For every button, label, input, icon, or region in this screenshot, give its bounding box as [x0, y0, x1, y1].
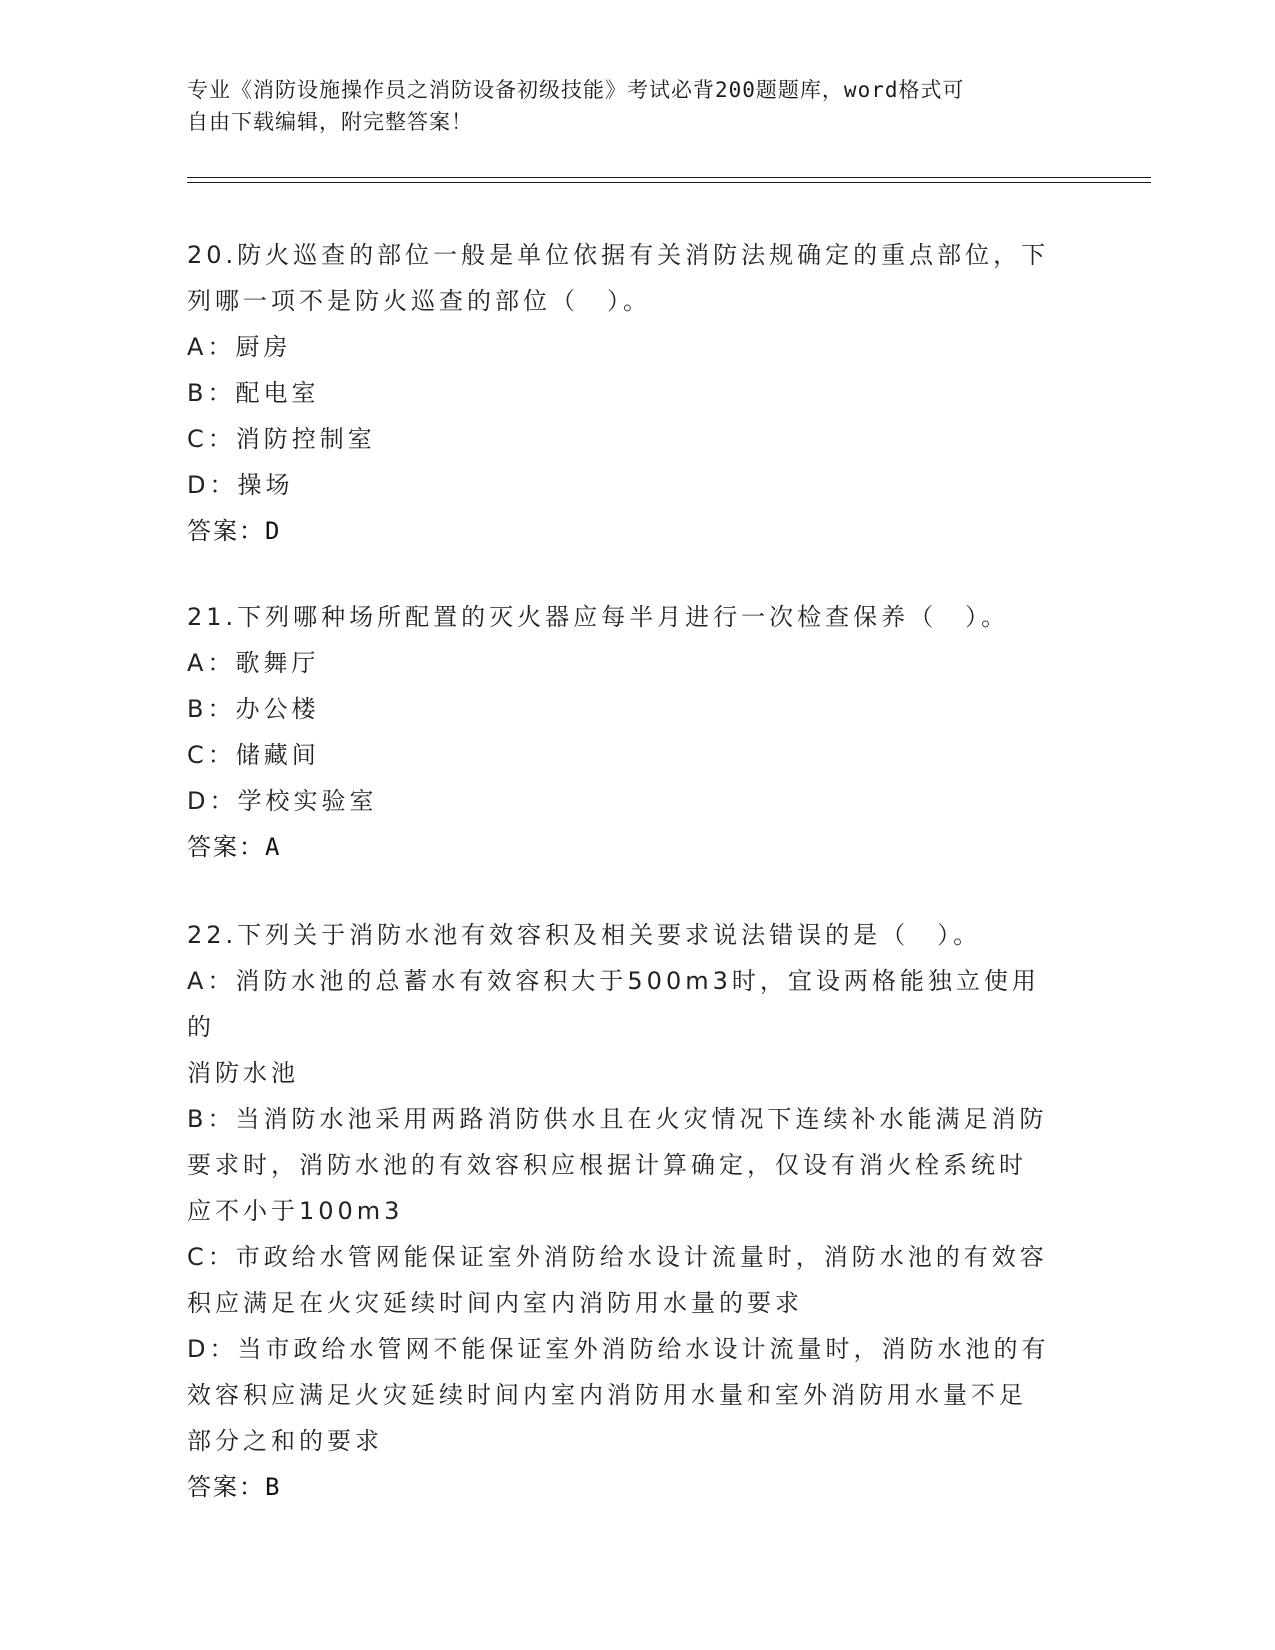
option-c	[187, 1234, 1067, 1326]
answer-line: 答案：D	[187, 517, 282, 545]
option-b	[187, 1096, 1067, 1234]
option-d	[187, 1326, 1067, 1464]
answer-line: 答案：B	[187, 1473, 282, 1501]
option-line: 效容积应满足火灾延续时间内室内消防用水量和室外消防用水量不足	[187, 1381, 1027, 1409]
question-stem-line: 20.防火巡查的部位一般是单位依据有关消防法规确定的重点部位，下	[187, 241, 1050, 269]
document-header	[187, 74, 1067, 138]
option-line: D：当市政给水管网不能保证室外消防给水设计流量时，消防水池的有	[187, 1335, 1050, 1363]
option-line: A：消防水池的总蓄水有效容积大于500m3时，宜设两格能独立使用的	[187, 967, 1040, 1041]
option-d: D：学校实验室	[187, 787, 378, 815]
option-line: 应不小于100m3	[187, 1197, 404, 1225]
option-b: B：配电室	[187, 379, 320, 407]
question-stem-line: 22.下列关于消防水池有效容积及相关要求说法错误的是（ ）。	[187, 921, 982, 949]
option-line: 积应满足在火灾延续时间内室内消防用水量的要求	[187, 1289, 803, 1317]
header-line-1: 专业《消防设施操作员之消防设备初级技能》考试必背200题题库，word格式可	[187, 78, 965, 102]
option-a: A：歌舞厅	[187, 649, 320, 677]
question-stem	[187, 232, 1067, 324]
question-stem	[187, 912, 1067, 958]
header-divider-bottom	[187, 182, 1151, 183]
question-stem-line: 列哪一项不是防火巡查的部位（ ）。	[187, 287, 651, 315]
option-c: C：消防控制室	[187, 425, 376, 453]
question-22	[187, 912, 1067, 1510]
option-d: D：操场	[187, 471, 294, 499]
option-a: A：厨房	[187, 333, 292, 361]
option-line: 要求时，消防水池的有效容积应根据计算确定，仅设有消火栓系统时	[187, 1151, 1027, 1179]
option-c: C：储藏间	[187, 741, 320, 769]
option-a	[187, 958, 1067, 1096]
question-20	[187, 232, 1067, 554]
header-line-2: 自由下载编辑，附完整答案！	[187, 110, 473, 134]
option-line: 部分之和的要求	[187, 1427, 383, 1455]
question-stem-line: 21.下列哪种场所配置的灭火器应每半月进行一次检查保养（ ）。	[187, 603, 1010, 631]
option-line: C：市政给水管网能保证室外消防给水设计流量时，消防水池的有效容	[187, 1243, 1048, 1271]
option-b: B：办公楼	[187, 695, 320, 723]
header-divider-top	[187, 177, 1151, 178]
answer-line: 答案：A	[187, 833, 282, 861]
question-stem	[187, 594, 1067, 640]
option-line: B：当消防水池采用两路消防供水且在火灾情况下连续补水能满足消防	[187, 1105, 1048, 1133]
option-line: 消防水池	[187, 1059, 299, 1087]
question-21	[187, 594, 1067, 870]
